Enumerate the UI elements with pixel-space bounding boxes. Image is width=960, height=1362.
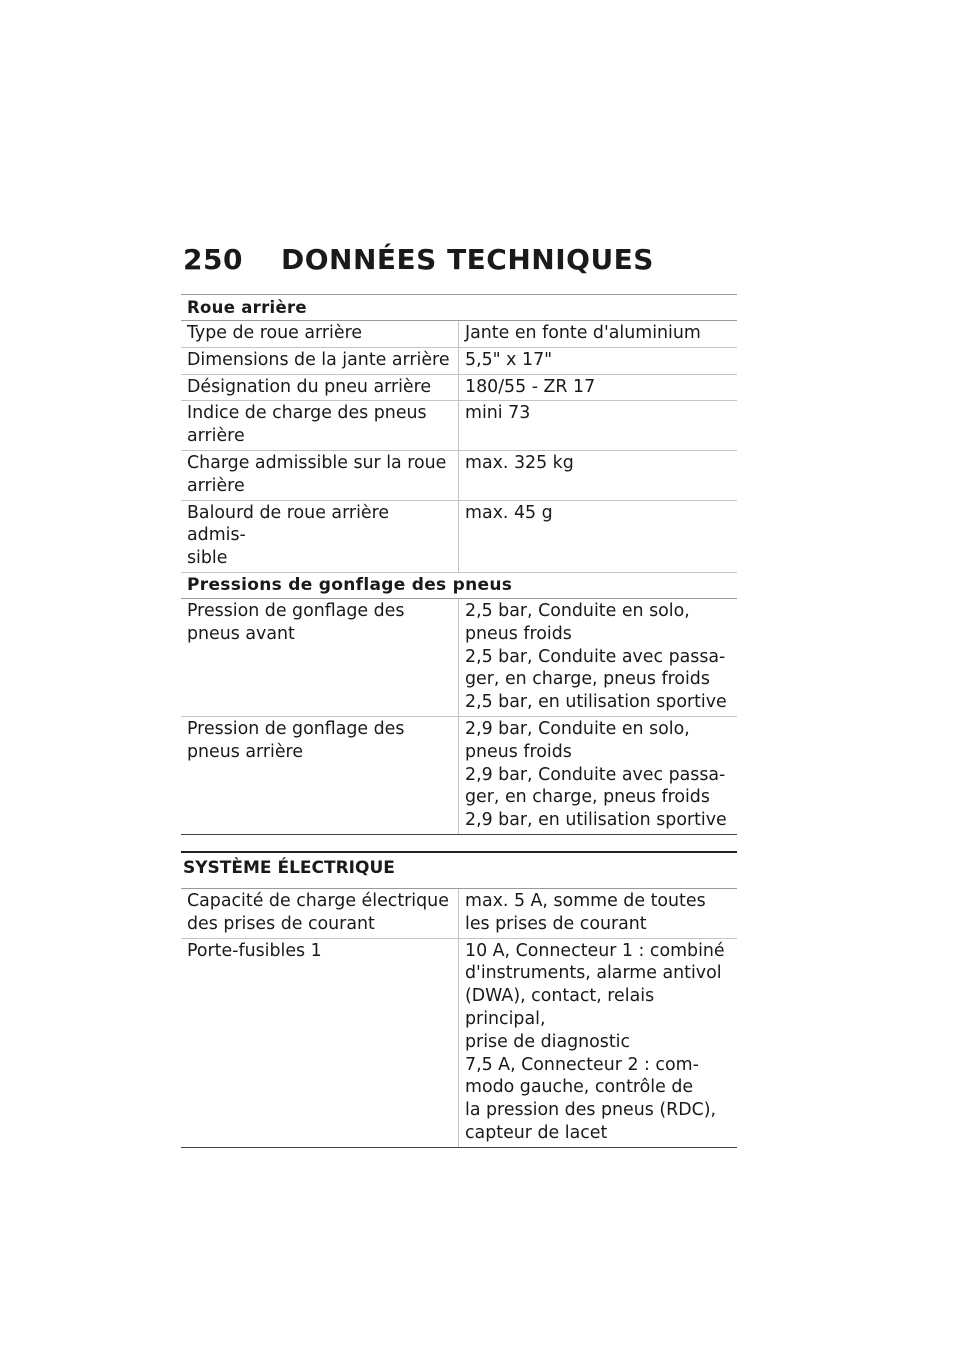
spec-value-line: ger, en charge, pneus froids: [465, 669, 710, 690]
spec-value-line: prise de diagnostic: [465, 1031, 631, 1052]
spec-row: [181, 938, 737, 1147]
spec-label-line: Indice de charge des pneus: [187, 403, 427, 424]
section-title-electrical: SYSTÈME ÉLECTRIQUE: [181, 853, 737, 889]
spec-label-line: Pression de gonflage des: [187, 718, 405, 739]
spec-label-line: Désignation du pneu arrière: [187, 376, 432, 397]
spec-label-line: pneus avant: [187, 623, 295, 644]
spec-value-line: 7,5 A, Connecteur 2 : com-: [465, 1054, 699, 1075]
spec-label-line: Pression de gonflage des: [187, 600, 405, 621]
spec-value-line: (DWA), contact, relais principal,: [465, 986, 655, 1029]
spec-label: [181, 889, 459, 938]
spec-value-line: pneus froids: [465, 623, 572, 644]
spec-value-line: 2,9 bar, Conduite en solo,: [465, 718, 690, 739]
rear-wheel-rows: [181, 321, 737, 572]
spec-value: [459, 889, 738, 938]
spec-row: [181, 374, 737, 401]
page-number: 250: [183, 243, 243, 276]
spec-value: [459, 938, 738, 1147]
spec-value-line: d'instruments, alarme antivol: [465, 963, 722, 984]
spec-value-line: Jante en fonte d'aluminium: [465, 323, 701, 343]
spec-value: [459, 599, 738, 716]
spec-value-line: la pression des pneus (RDC),: [465, 1100, 717, 1121]
spec-value-line: max. 5 A, somme de toutes: [465, 890, 706, 911]
spec-label: [181, 938, 459, 1147]
tire-pressure-table: [181, 599, 737, 835]
spec-value-line: 10 A, Connecteur 1 : combiné: [465, 940, 725, 961]
spec-label-line: arrière: [187, 475, 245, 496]
spec-row: [181, 321, 737, 347]
spec-label-line: Charge admissible sur la roue: [187, 452, 447, 473]
spec-label-line: Capacité de charge électrique: [187, 890, 449, 911]
spec-label: [181, 500, 459, 572]
page-header: [183, 243, 743, 276]
spec-content: [181, 294, 737, 1148]
spec-label-line: arrière: [187, 426, 245, 447]
spec-value-line: 180/55 - ZR 17: [465, 376, 596, 397]
electrical-section: [181, 851, 737, 1148]
spec-label-line: Porte-fusibles 1: [187, 940, 322, 961]
spec-value-line: 2,5 bar, Conduite en solo,: [465, 600, 690, 621]
spec-label: [181, 321, 459, 347]
spec-label-line: des prises de courant: [187, 913, 375, 934]
spec-value-line: les prises de courant: [465, 913, 647, 934]
spec-label: [181, 450, 459, 500]
spec-row: [181, 599, 737, 716]
tire-pressure-rows: [181, 599, 737, 834]
spec-value-line: mini 73: [465, 403, 531, 424]
spec-label-line: pneus arrière: [187, 741, 304, 762]
spec-value-line: max. 325 kg: [465, 452, 574, 473]
spec-label: [181, 374, 459, 401]
spec-value: [459, 374, 738, 401]
spec-value: [459, 500, 738, 572]
spec-row: [181, 500, 737, 572]
spec-row: [181, 450, 737, 500]
spec-value: [459, 347, 738, 374]
spec-value: [459, 401, 738, 451]
spec-row: [181, 347, 737, 374]
spec-label-line: Balourd de roue arrière admis-: [187, 502, 390, 546]
section-title-rear-wheel: Roue arrière: [181, 294, 737, 321]
page-title: DONNÉES TECHNIQUES: [281, 243, 654, 276]
spec-value-line: 2,9 bar, Conduite avec passa-: [465, 764, 726, 785]
spec-value-line: 2,9 bar, en utilisation sportive: [465, 810, 727, 831]
spec-value-line: max. 45 g: [465, 502, 553, 523]
spec-value-line: capteur de lacet: [465, 1122, 608, 1143]
electrical-table: [181, 889, 737, 1148]
spec-value-line: 2,5 bar, Conduite avec passa-: [465, 646, 726, 667]
spec-label-line: Dimensions de la jante arrière: [187, 349, 450, 370]
spec-value: [459, 321, 738, 347]
spec-value: [459, 450, 738, 500]
spec-value: [459, 716, 738, 834]
spec-label: [181, 599, 459, 716]
spec-row: [181, 401, 737, 451]
spec-label: [181, 347, 459, 374]
spec-value-line: pneus froids: [465, 741, 572, 762]
spec-row: [181, 889, 737, 938]
spec-label: [181, 716, 459, 834]
spec-label: [181, 401, 459, 451]
electrical-rows: [181, 889, 737, 1147]
section-title-tire-pressure: Pressions de gonflage des pneus: [181, 573, 737, 599]
spec-value-line: 5,5" x 17": [465, 349, 553, 370]
spec-label-line: Type de roue arrière: [187, 323, 363, 343]
spec-value-line: ger, en charge, pneus froids: [465, 787, 710, 808]
spec-value-line: 2,5 bar, en utilisation sportive: [465, 692, 727, 713]
spec-row: [181, 716, 737, 834]
spec-value-line: modo gauche, contrôle de: [465, 1077, 694, 1098]
spec-label-line: sible: [187, 548, 228, 569]
rear-wheel-table: [181, 321, 737, 573]
